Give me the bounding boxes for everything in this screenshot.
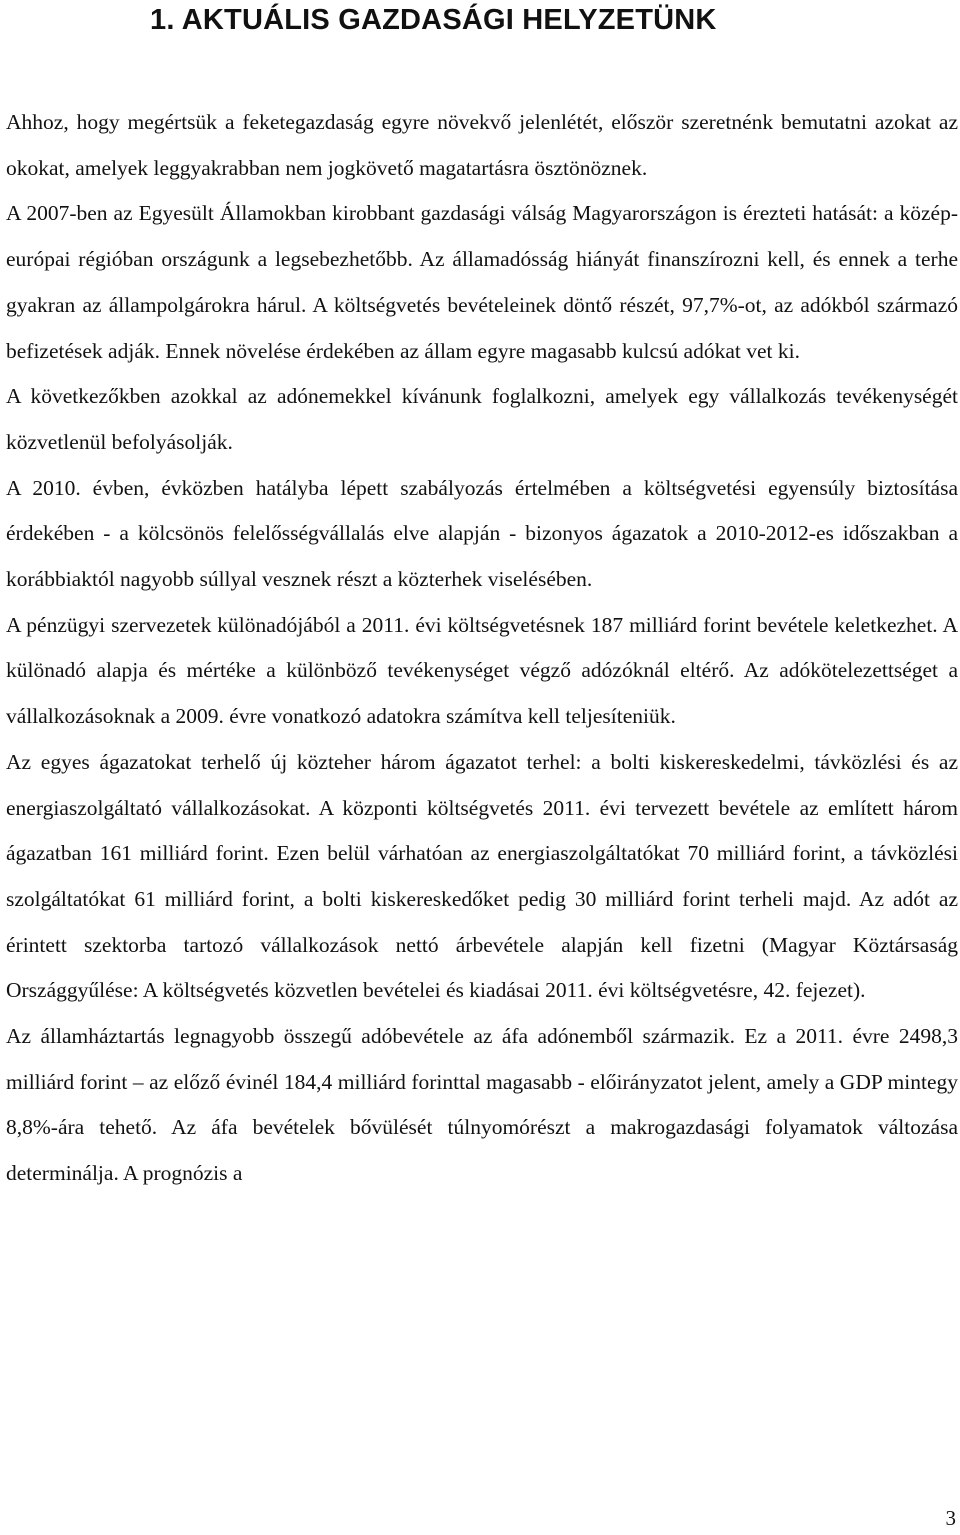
paragraph-intro: Ahhoz, hogy megértsük a feketegazdaság egyre növekvő jelenlétét, először szeretnénk bemutatni azokat az okokat, amelyek leggyakrabban nem jogkövető magatartásra ösztönöznek. xyxy=(6,110,958,180)
paragraph-tax-types: A következőkben azokkal az adónemekkel kívánunk foglalkozni, amelyek egy vállalkozás tevékenységét közvetlenül befolyásolják. xyxy=(6,384,958,454)
paragraph-financial-special-tax: A pénzügyi szervezetek különadójából a 2011. évi költségvetésnek 187 milliárd forint bevétele keletkezhet. A különadó alapja és mértéke a különböző tevékenységet végző adózóknál eltérő. Az adókötelezettséget a vállalkozásoknak a 2009. évre vonatkozó adatokra számítva kell teljesíteniük. xyxy=(6,612,958,729)
paragraph-sector-burden: Az egyes ágazatokat terhelő új közteher három ágazatot terhel: a bolti kiskereskedelmi, távközlési és az energiaszolgáltató vállalkozásokat. A központi költségvetés 2011. évi tervezett bevétele az említett három ágazatban 161 milliárd forint. Ezen belül várhatóan az energiaszolgáltatókat 70 milliárd forint, a távközlési szolgáltatókat 61 milliárd forint, a bolti kiskereskedőket pedig 30 milliárd forint terheli majd. Az adót az érintett szektorba tartozó vállalkozások nettó árbevétele alapján kell fizetni (Magyar Köztársaság Országgyűlése: A költségvetés közvetlen bevételei és kiadásai 2011. évi költségvetésre, 42. fejezet). xyxy=(6,749,958,1003)
chapter-heading: 1. AKTUÁLIS GAZDASÁGI HELYZETÜNK xyxy=(150,4,717,36)
paragraph-vat: Az államháztartás legnagyobb összegű adóbevétele az áfa adónemből származik. Ez a 2011. évre 2498,3 milliárd forint – az előző évinél 184,4 milliárd forinttal magasabb - előirányzatot jelent, amely a GDP mintegy 8,8%-ára tehető. Az áfa bevételek bővülését túlnyomórészt a makrogazdasági folyamatok változása determinálja. A prognózis a xyxy=(6,1024,958,1186)
body-text xyxy=(6,100,958,1197)
page-number: 3 xyxy=(945,1506,956,1530)
paragraph-2010-regulation: A 2010. évben, évközben hatályba lépett szabályozás értelmében a költségvetési egyensúly biztosítása érdekében - a kölcsönös felelősségvállalás elve alapján - bizonyos ágazatok a 2010-2012-es időszakban a korábbiaktól nagyobb súllyal vesznek részt a közterhek viselésében. xyxy=(6,475,958,592)
paragraph-crisis: A 2007-ben az Egyesült Államokban kirobbant gazdasági válság Magyarországon is érezteti hatását: a közép-európai régióban országunk a legsebezhetőbb. Az államadósság hiányát finanszírozni kell, és ennek a terhe gyakran az állampolgárokra hárul. A költségvetés bevételeinek döntő részét, 97,7%-ot, az adókból származó befizetések adják. Ennek növelése érdekében az állam egyre magasabb kulcsú adókat vet ki. xyxy=(6,201,958,363)
